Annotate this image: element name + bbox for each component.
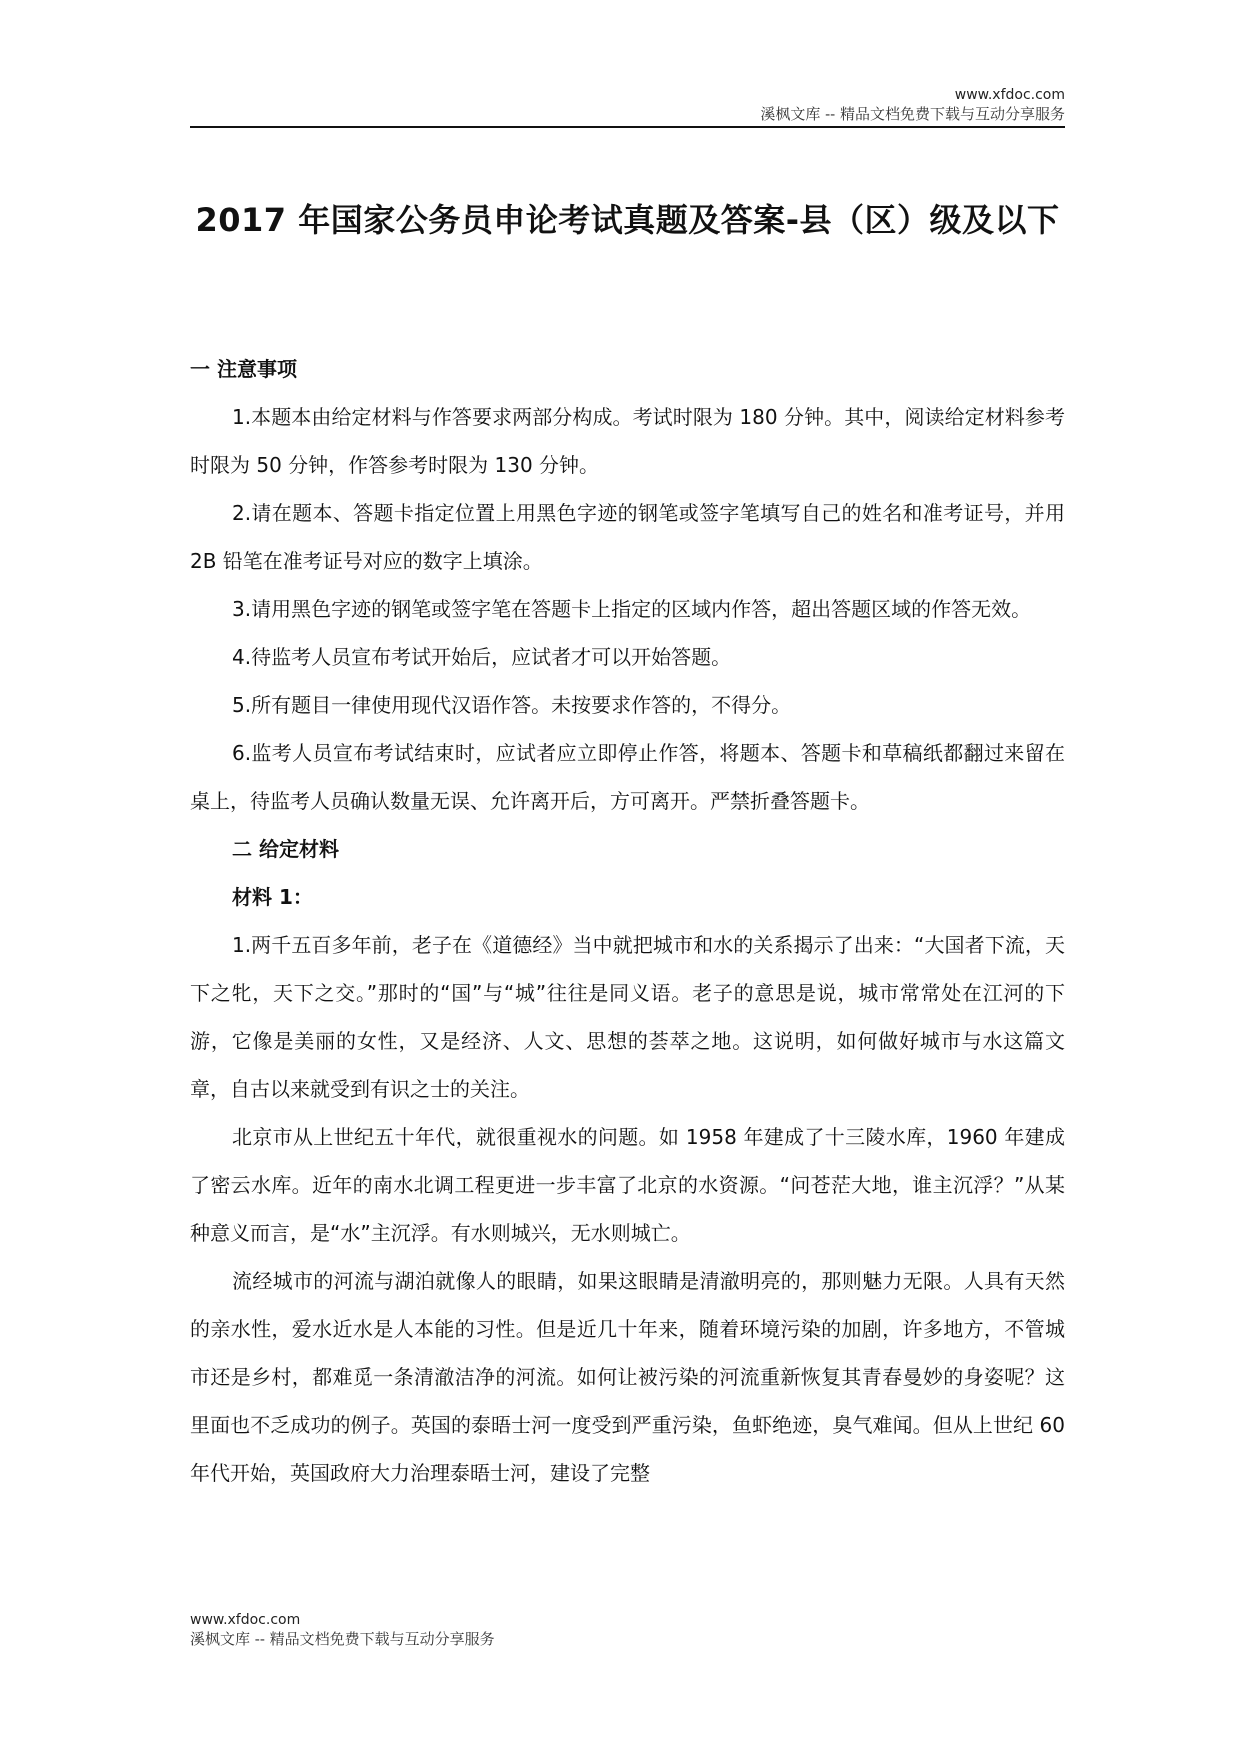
page-header — [190, 86, 1065, 128]
notice-item: 6.监考人员宣布考试结束时，应试者应立即停止作答，将题本、答题卡和草稿纸都翻过来留在桌上，待监考人员确认数量无误、允许离开后，方可离开。严禁折叠答题卡。 — [190, 741, 1065, 813]
notice-item: 3.请用黑色字迹的钢笔或签字笔在答题卡上指定的区域内作答，超出答题区域的作答无效。 — [232, 597, 1032, 621]
material-paragraph: 北京市从上世纪五十年代，就很重视水的问题。如 1958 年建成了十三陵水库，1960 年建成了密云水库。近年的南水北调工程更进一步丰富了北京的水资源。“问苍茫大地，谁主沉浮？”从某种意义而言，是“水”主沉浮。有水则城兴，无水则城亡。 — [190, 1125, 1065, 1245]
footer-tagline: 溪枫文库 -- 精品文档免费下载与互动分享服务 — [190, 1630, 495, 1648]
section-heading-materials: 二 给定材料 — [232, 837, 339, 861]
header-tagline: 溪枫文库 -- 精品文档免费下载与互动分享服务 — [760, 105, 1065, 123]
notice-item: 2.请在题本、答题卡指定位置上用黑色字迹的钢笔或签字笔填写自己的姓名和准考证号，并用 2B 铅笔在准考证号对应的数字上填涂。 — [190, 501, 1065, 573]
material-paragraph: 1.两千五百多年前，老子在《道德经》当中就把城市和水的关系揭示了出来：“大国者下流，天下之牝，天下之交。”那时的“国”与“城”往往是同义语。老子的意思是说，城市常常处在江河的下游，它像是美丽的女性，又是经济、人文、思想的荟萃之地。这说明，如何做好城市与水这篇文章，自古以来就受到有识之士的关注。 — [190, 933, 1065, 1101]
document-body — [190, 345, 1065, 1497]
material-paragraph: 流经城市的河流与湖泊就像人的眼睛，如果这眼睛是清澈明亮的，那则魅力无限。人具有天然的亲水性，爱水近水是人本能的习性。但是近几十年来，随着环境污染的加剧，许多地方，不管城市还是乡村，都难觅一条清澈洁净的河流。如何让被污染的河流重新恢复其青春曼妙的身姿呢？这里面也不乏成功的例子。英国的泰晤士河一度受到严重污染，鱼虾绝迹，臭气难闻。但从上世纪 60 年代开始，英国政府大力治理泰晤士河，建设了完整 — [190, 1269, 1065, 1485]
page-footer — [190, 1611, 1065, 1649]
notice-item: 1.本题本由给定材料与作答要求两部分构成。考试时限为 180 分钟。其中，阅读给定材料参考时限为 50 分钟，作答参考时限为 130 分钟。 — [190, 405, 1065, 477]
header-site-url: www.xfdoc.com — [954, 87, 1065, 103]
document-title: 2017 年国家公务员申论考试真题及答案-县（区）级及以下 — [195, 201, 1060, 239]
footer-site-url: www.xfdoc.com — [190, 1612, 301, 1628]
notice-item: 4.待监考人员宣布考试开始后，应试者才可以开始答题。 — [232, 645, 732, 669]
notice-item: 5.所有题目一律使用现代汉语作答。未按要求作答的，不得分。 — [232, 693, 792, 717]
section-heading-notice: 一 注意事项 — [190, 357, 297, 381]
material-label: 材料 1： — [232, 885, 313, 909]
